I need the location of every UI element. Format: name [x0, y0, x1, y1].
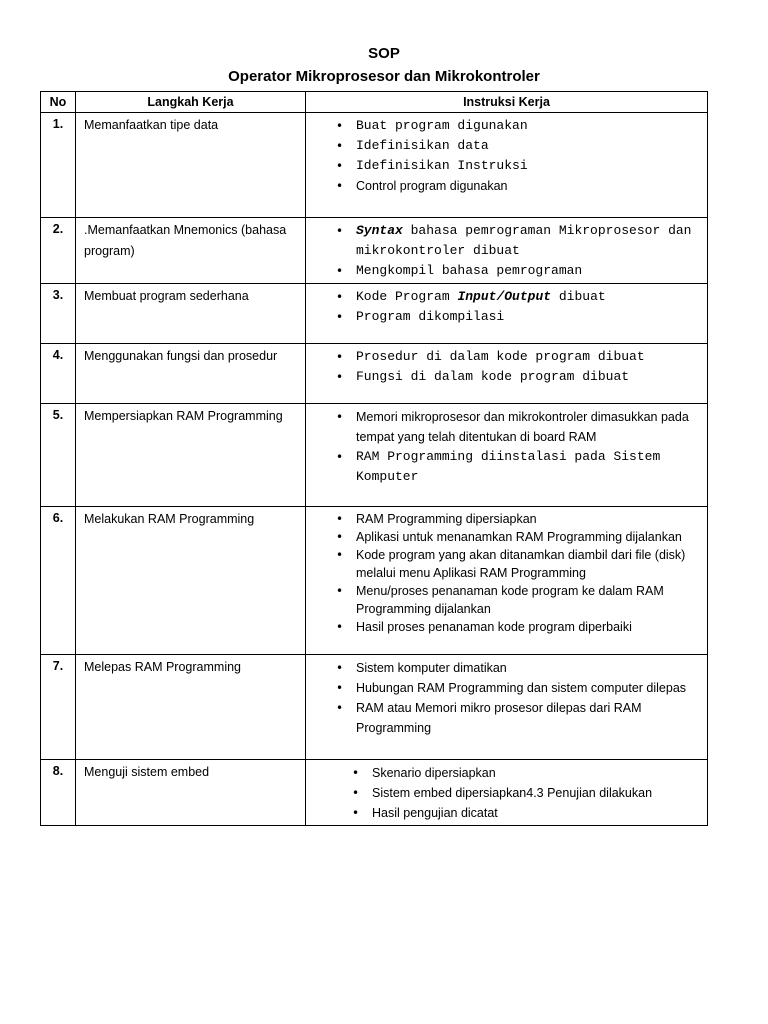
table-row: [41, 507, 708, 655]
header-instruksi-kerja: Instruksi Kerja: [306, 92, 708, 113]
table-row: [41, 655, 708, 760]
list-item: • Kode program yang akan ditanamkan diambil dari file (disk) melalui menu Aplikasi RAM Programming: [356, 546, 701, 582]
list-item: • Mengkompil bahasa pemrograman: [356, 261, 701, 281]
list-item: • Prosedur di dalam kode program dibuat: [356, 347, 701, 367]
row-step: .Memanfaatkan Mnemonics (bahasa program): [76, 218, 306, 284]
row-number: 5.: [41, 404, 76, 507]
table-row: [41, 404, 708, 507]
list-item: • Kode Program Input/Output dibuat: [356, 287, 701, 307]
row-number: 7.: [41, 655, 76, 760]
row-instructions: [306, 113, 708, 218]
list-item: • Hasil proses penanaman kode program diperbaiki: [356, 618, 701, 636]
list-item: • Fungsi di dalam kode program dibuat: [356, 367, 701, 387]
row-number: 4.: [41, 344, 76, 404]
row-number: 1.: [41, 113, 76, 218]
row-instructions: [306, 284, 708, 344]
header-no: No: [41, 92, 76, 113]
list-item: • RAM Programming diinstalasi pada Sistem Komputer: [356, 447, 701, 487]
list-item: • Syntax bahasa pemrograman Mikroprosesor dan mikrokontroler dibuat: [356, 221, 701, 261]
list-item: • Sistem embed dipersiapkan4.3 Penujian dilakukan: [372, 783, 701, 803]
row-instructions: [306, 404, 708, 507]
document-subtitle: Operator Mikroprosesor dan Mikrokontroler: [228, 68, 540, 85]
row-number: 8.: [41, 760, 76, 826]
row-number: 2.: [41, 218, 76, 284]
table-row: [41, 760, 708, 826]
list-item: • Program dikompilasi: [356, 307, 701, 327]
row-number: 6.: [41, 507, 76, 655]
table-row: [41, 284, 708, 344]
input-output-keyword: Input/Output: [457, 289, 552, 304]
header-langkah-kerja: Langkah Kerja: [76, 92, 306, 113]
list-item: • Menu/proses penanaman kode program ke dalam RAM Programming dijalankan: [356, 582, 701, 618]
row-step: Menggunakan fungsi dan prosedur: [76, 344, 306, 404]
list-item: • Idefinisikan data: [356, 136, 701, 156]
table-row: [41, 344, 708, 404]
list-item: • Control program digunakan: [356, 176, 701, 196]
list-item: • Aplikasi untuk menanamkan RAM Programming dijalankan: [356, 528, 701, 546]
row-step: Melakukan RAM Programming: [76, 507, 306, 655]
row-instructions: [306, 760, 708, 826]
syntax-keyword: Syntax: [356, 223, 403, 238]
row-number: 3.: [41, 284, 76, 344]
list-item: • Sistem komputer dimatikan: [356, 658, 701, 678]
row-instructions: [306, 507, 708, 655]
table-header-row: [41, 92, 708, 113]
row-step: Membuat program sederhana: [76, 284, 306, 344]
list-item: • Memori mikroprosesor dan mikrokontroler dimasukkan pada tempat yang telah ditentukan di board RAM: [356, 407, 701, 447]
list-item: • Hubungan RAM Programming dan sistem computer dilepas: [356, 678, 701, 698]
row-instructions: [306, 218, 708, 284]
list-item: • Skenario dipersiapkan: [372, 763, 701, 783]
list-item: • RAM atau Memori mikro prosesor dilepas dari RAM Programming: [356, 698, 701, 738]
row-step: Mempersiapkan RAM Programming: [76, 404, 306, 507]
row-instructions: [306, 344, 708, 404]
document-title: SOP: [368, 45, 400, 62]
table-row: [41, 113, 708, 218]
list-item: • Buat program digunakan: [356, 116, 701, 136]
row-step: Memanfaatkan tipe data: [76, 113, 306, 218]
list-item: • Idefinisikan Instruksi: [356, 156, 701, 176]
list-item: • Hasil pengujian dicatat: [372, 803, 701, 823]
sop-table: [40, 91, 708, 826]
table-row: [41, 218, 708, 284]
list-item: • RAM Programming dipersiapkan: [356, 510, 701, 528]
row-instructions: [306, 655, 708, 760]
row-step: Melepas RAM Programming: [76, 655, 306, 760]
row-step: Menguji sistem embed: [76, 760, 306, 826]
